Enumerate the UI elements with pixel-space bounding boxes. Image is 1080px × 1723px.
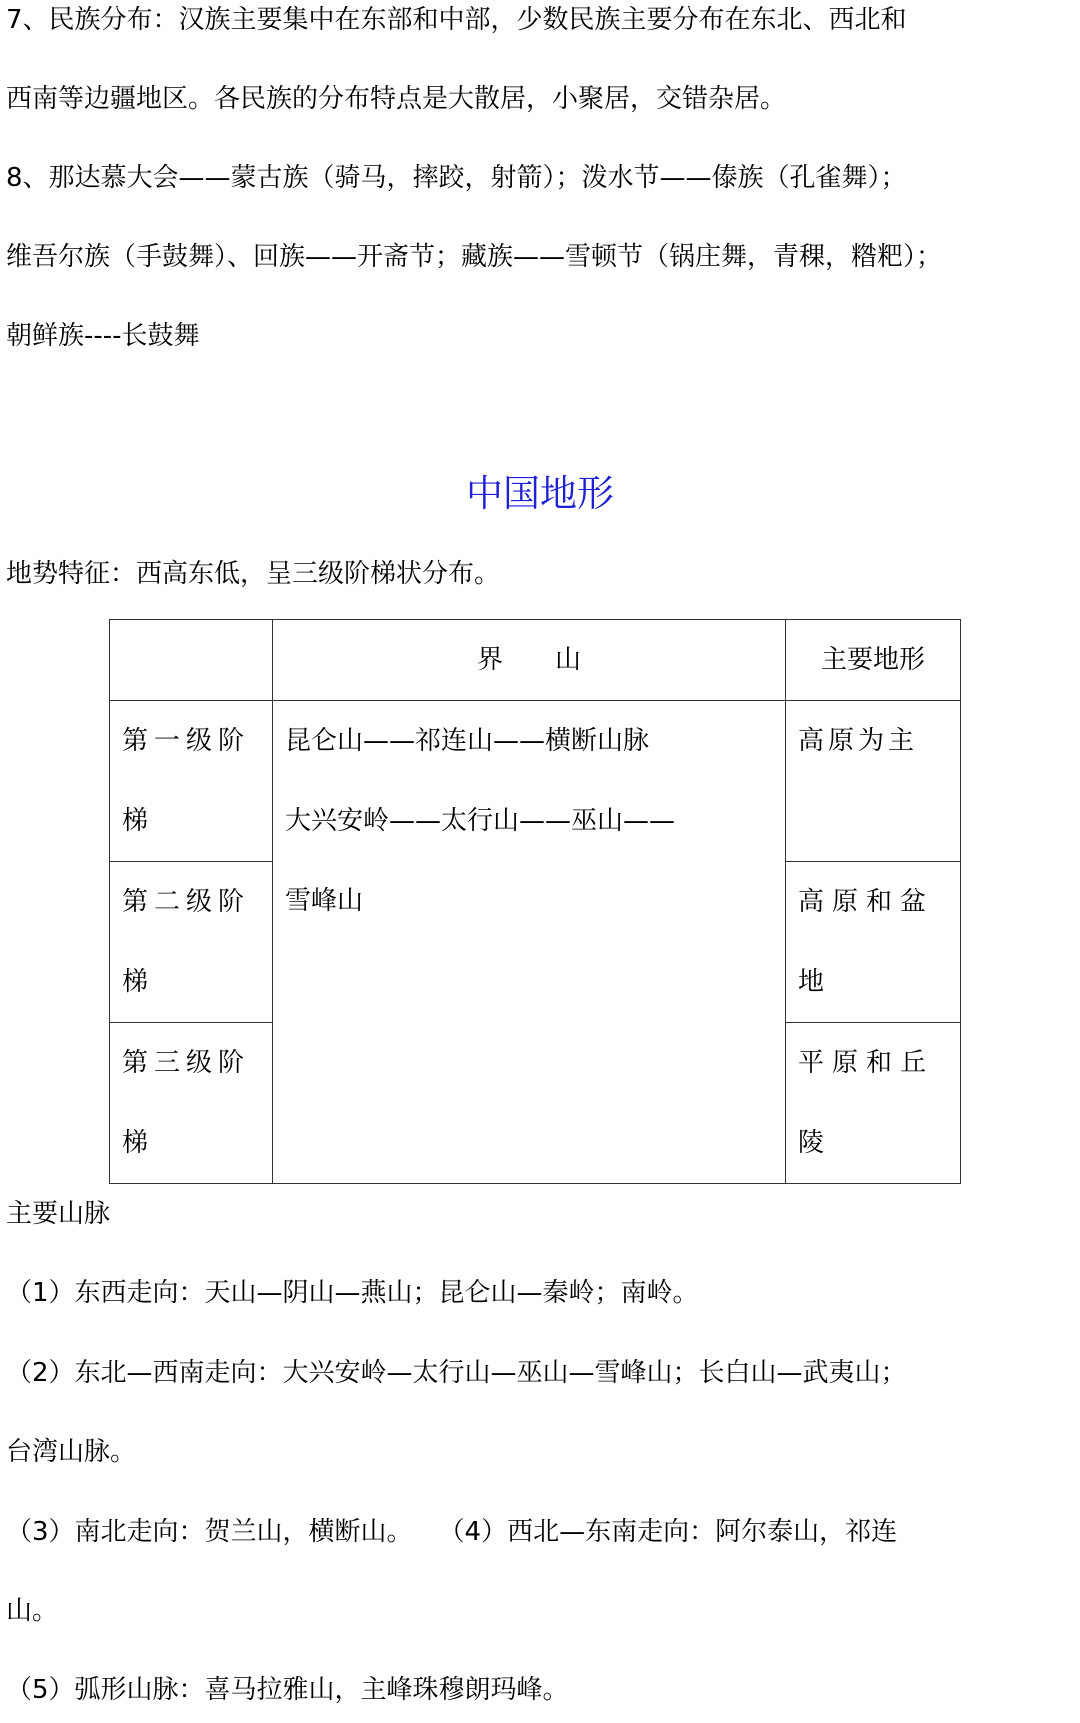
step-2: 第二级阶梯	[110, 862, 273, 1023]
terrain-steps-table	[109, 619, 961, 1184]
text-line: （3）南北走向：贺兰山，横断山。 （4）西北—东南走向：阿尔泰山，祁连	[6, 1517, 898, 1547]
terrain-feature: 地势特征：西高东低，呈三级阶梯状分布。	[6, 559, 501, 589]
header-landform: 主要地形	[786, 620, 961, 701]
text-line: 朝鲜族----长鼓舞	[6, 321, 200, 351]
text-line: 台湾山脉。	[6, 1437, 137, 1467]
landform-1: 高原为主	[786, 701, 961, 862]
text-line: 8、那达慕大会——蒙古族（骑马，摔跤，射箭）；泼水节——傣族（孔雀舞）；	[6, 163, 907, 193]
text-line: （1）东西走向：天山—阴山—燕山；昆仑山—秦岭；南岭。	[6, 1278, 699, 1308]
header-boundary: 界 山	[273, 620, 786, 701]
landform-2: 高原和盆地	[786, 862, 961, 1023]
text-line: 山。	[6, 1596, 59, 1626]
text-line: 7、民族分布：汉族主要集中在东部和中部，少数民族主要分布在东北、西北和	[6, 5, 907, 35]
boundary-cell	[273, 701, 786, 1184]
text-line: （5）弧形山脉：喜马拉雅山，主峰珠穆朗玛峰。	[6, 1675, 569, 1705]
text-line: 主要山脉	[6, 1199, 111, 1229]
boundary-line: 雪峰山	[285, 886, 364, 916]
boundary-line: 大兴安岭——太行山——巫山——	[285, 806, 676, 836]
step-1: 第一级阶梯	[110, 701, 273, 862]
text-line: 西南等边疆地区。各民族的分布特点是大散居，小聚居，交错杂居。	[6, 84, 787, 114]
header-empty	[110, 620, 273, 701]
section-title: 中国地形	[466, 472, 614, 515]
step-3: 第三级阶梯	[110, 1023, 273, 1184]
text-line: （2）东北—西南走向：大兴安岭—太行山—巫山—雪峰山；长白山—武夷山；	[6, 1358, 907, 1388]
boundary-line: 昆仑山——祁连山——横断山脉	[285, 726, 650, 756]
text-line: 维吾尔族（手鼓舞）、回族——开斋节；藏族——雪顿节（锅庄舞，青稞，糌粑）；	[6, 242, 943, 272]
landform-3: 平原和丘陵	[786, 1023, 961, 1184]
